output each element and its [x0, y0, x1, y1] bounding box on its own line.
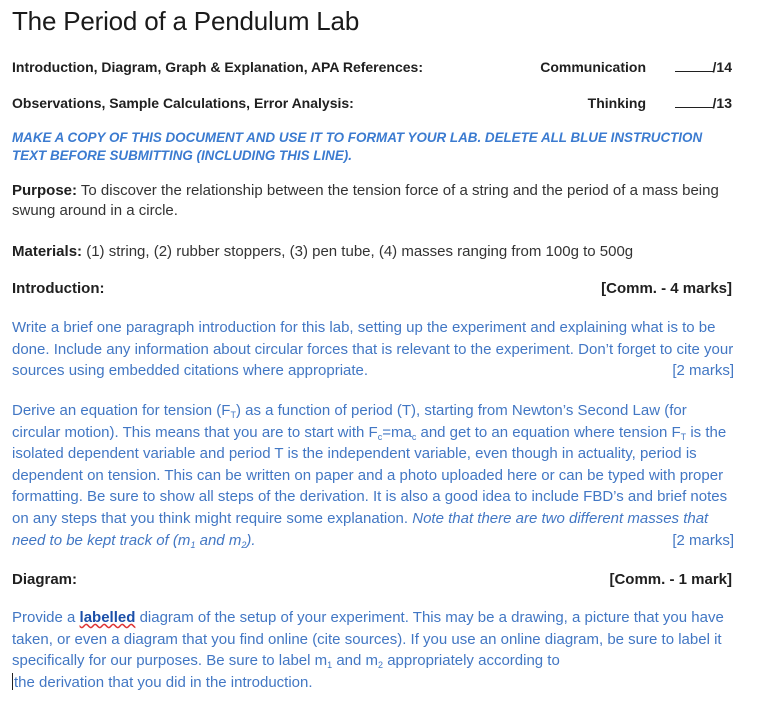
- rubric-total: /13: [712, 95, 732, 111]
- paragraph-marks: [2 marks]: [672, 362, 734, 380]
- diagram-heading: [12, 571, 732, 591]
- materials-section: [12, 242, 734, 262]
- subscript-2: 2: [241, 539, 247, 550]
- document-title: The Period of a Pendulum Lab: [12, 6, 360, 36]
- introduction-heading: [12, 280, 732, 300]
- diagram-marks: [Comm. - 1 mark]: [609, 571, 732, 588]
- rubric-score[interactable]: [664, 95, 732, 111]
- subscript-c: c: [411, 431, 417, 442]
- derivation-text: =ma: [382, 423, 412, 441]
- subscript-t: T: [680, 431, 687, 442]
- diagram-heading-text: Diagram:: [12, 571, 78, 588]
- paragraph-marks: [2 marks]: [672, 531, 734, 549]
- rubric-score[interactable]: [664, 59, 732, 75]
- note-text: ).: [246, 531, 256, 549]
- diagram-text: Provide a: [12, 609, 80, 626]
- diagram-instruction[interactable]: [12, 607, 734, 693]
- introduction-instruction-2: [12, 400, 734, 551]
- subscript-2: 2: [378, 660, 384, 671]
- derivation-text: ) as a function of period (T), starting from Newton’s Second Law (for circular motion). This means that you are to start with F: [12, 402, 687, 441]
- introduction-paragraph-text: Write a brief one paragraph introduction for this lab, setting up the experiment and explaining what is to be done. Include any information about circular forces that is relevant to the experiment. Don’t forget to cite your sources using embedded citations where appropriate.: [12, 319, 734, 380]
- purpose-text: To discover the relationship between the tension force of a string and the period of a mass being swung around in a circle.: [12, 182, 719, 219]
- text-cursor: [12, 673, 13, 690]
- derivation-text: is the isolated dependent variable and period T is the independent variable, even though in actuality, period is dependent on tension. This can be written on paper and a photo uploaded here or can be typed with proper formatting. Be sure to show all steps of the derivation. It is also a good idea to include FBD’s and brief notes on any steps that you think might require some explanation.: [12, 423, 728, 527]
- diagram-text: appropriately according to: [383, 652, 560, 670]
- rubric-row-label: Observations, Sample Calculations, Error Analysis:: [12, 95, 354, 111]
- rubric-row-thinking: [12, 95, 732, 113]
- instruction-note: MAKE A COPY OF THIS DOCUMENT AND USE IT TO FORMAT YOUR LAB. DELETE ALL BLUE INSTRUCTION TEXT BEFORE SUBMITTING (INCLUDING THIS LINE).: [12, 130, 703, 163]
- rubric-row-label: Introduction, Diagram, Graph & Explanation, APA References:: [12, 59, 423, 75]
- purpose-section: [12, 181, 734, 221]
- note-text: and m: [195, 531, 242, 549]
- introduction-marks: [Comm. - 4 marks]: [601, 280, 732, 297]
- materials-text: (1) string, (2) rubber stoppers, (3) pen tube, (4) masses ranging from 100g to 500g: [86, 243, 634, 260]
- score-blank[interactable]: [675, 59, 713, 72]
- materials-label: Materials:: [12, 243, 83, 260]
- introduction-instruction-1: [12, 317, 734, 382]
- diagram-text: the derivation that you did in the introduction.: [14, 673, 313, 691]
- rubric-total: /14: [712, 59, 732, 75]
- spellcheck-word[interactable]: labelled: [79, 609, 136, 626]
- score-blank[interactable]: [675, 95, 713, 108]
- note-text: Note that there are two different masses that need to be kept track of (m: [12, 509, 709, 549]
- rubric-row-communication: [12, 59, 732, 77]
- diagram-text: diagram of the setup of your experiment. This may be a drawing, a picture that you have taken, or even a diagram that you find online (cite sources). If you use an online diagram, be sure to label it specifically for our purposes. Be sure to label m: [12, 609, 724, 670]
- subscript-c: c: [377, 431, 383, 442]
- rubric-category: Thinking: [587, 95, 646, 111]
- subscript-1: 1: [190, 539, 196, 550]
- diagram-text: and m: [332, 652, 379, 670]
- subscript-t: T: [230, 410, 236, 420]
- introduction-heading-text: Introduction:: [12, 280, 105, 297]
- derivation-text: and get to an equation where tension F: [416, 423, 681, 441]
- rubric-category: Communication: [540, 59, 646, 75]
- derivation-text: Derive an equation for tension (F: [12, 402, 231, 419]
- subscript-1: 1: [327, 660, 333, 671]
- purpose-label: Purpose:: [12, 182, 78, 199]
